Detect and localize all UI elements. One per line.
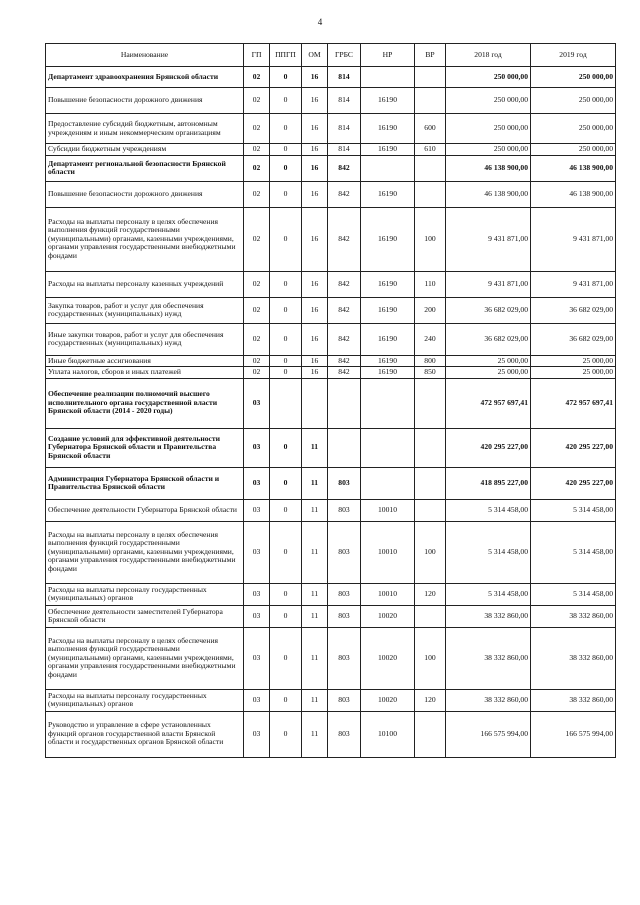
cell-name: Предоставление субсидий бюджетным, автономным учреждениям и иным некоммерческим организациям — [46, 114, 244, 144]
table-row — [46, 88, 616, 114]
cell-name: Администрация Губернатора Брянской области и Правительства Брянской области — [46, 467, 244, 499]
cell-ppgp: 0 — [270, 711, 302, 757]
cell-ppgp: 0 — [270, 323, 302, 355]
cell-gp: 03 — [244, 711, 270, 757]
cell-grbs — [328, 378, 361, 428]
cell-grbs: 842 — [328, 155, 361, 181]
cell-name: Иные закупки товаров, работ и услуг для обеспечения государственных (муниципальных) нужд — [46, 323, 244, 355]
cell-gp: 03 — [244, 378, 270, 428]
cell-vr — [415, 428, 446, 467]
cell-nr: 10010 — [361, 583, 415, 605]
cell-gp: 02 — [244, 323, 270, 355]
cell-vr — [415, 181, 446, 207]
cell-vr — [415, 378, 446, 428]
cell-gp: 03 — [244, 689, 270, 711]
cell-om — [302, 378, 328, 428]
cell-2018: 250 000,00 — [446, 114, 531, 144]
cell-2018: 36 682 029,00 — [446, 323, 531, 355]
cell-ppgp: 0 — [270, 144, 302, 156]
cell-2019: 38 332 860,00 — [531, 689, 616, 711]
cell-vr: 100 — [415, 207, 446, 271]
cell-name: Закупка товаров, работ и услуг для обеспечения государственных (муниципальных) нужд — [46, 297, 244, 323]
table-row — [46, 114, 616, 144]
table-row — [46, 689, 616, 711]
cell-name: Департамент региональной безопасности Брянской области — [46, 155, 244, 181]
cell-grbs: 842 — [328, 271, 361, 297]
cell-nr: 16190 — [361, 88, 415, 114]
cell-2019: 420 295 227,00 — [531, 467, 616, 499]
cell-vr: 120 — [415, 583, 446, 605]
cell-ppgp: 0 — [270, 499, 302, 521]
cell-name: Расходы на выплаты персоналу в целях обеспечения выполнения функций государственными (муниципальными) органами, казенными учреждениями, органами управления государственными внебюджетными фондами — [46, 521, 244, 583]
cell-name: Уплата налогов, сборов и иных платежей — [46, 367, 244, 379]
cell-gp: 02 — [244, 144, 270, 156]
cell-nr: 16190 — [361, 323, 415, 355]
cell-2019: 38 332 860,00 — [531, 605, 616, 627]
column-header-ppgp: ППГП — [270, 44, 302, 67]
table-header-row — [46, 44, 616, 67]
cell-gp: 03 — [244, 605, 270, 627]
cell-nr: 16190 — [361, 144, 415, 156]
cell-name: Расходы на выплаты персоналу в целях обеспечения выполнения функций государственными (муниципальными) органами, казенными учреждениями, органами управления государственными внебюджетными фондами — [46, 627, 244, 689]
cell-om: 11 — [302, 467, 328, 499]
cell-om: 11 — [302, 711, 328, 757]
cell-2018: 9 431 871,00 — [446, 271, 531, 297]
cell-vr: 110 — [415, 271, 446, 297]
table-row — [46, 367, 616, 379]
cell-grbs: 803 — [328, 521, 361, 583]
table-row — [46, 428, 616, 467]
cell-om: 16 — [302, 297, 328, 323]
cell-grbs — [328, 428, 361, 467]
cell-2019: 25 000,00 — [531, 355, 616, 367]
cell-gp: 02 — [244, 355, 270, 367]
cell-ppgp: 0 — [270, 114, 302, 144]
cell-gp: 03 — [244, 583, 270, 605]
cell-vr: 600 — [415, 114, 446, 144]
cell-grbs: 842 — [328, 207, 361, 271]
cell-grbs: 803 — [328, 627, 361, 689]
cell-grbs: 803 — [328, 689, 361, 711]
cell-nr: 16190 — [361, 367, 415, 379]
cell-grbs: 842 — [328, 323, 361, 355]
cell-gp: 03 — [244, 467, 270, 499]
cell-vr — [415, 605, 446, 627]
cell-grbs: 814 — [328, 88, 361, 114]
cell-2018: 25 000,00 — [446, 355, 531, 367]
table-row — [46, 207, 616, 271]
table-row — [46, 355, 616, 367]
column-header-nr: НР — [361, 44, 415, 67]
cell-grbs: 803 — [328, 467, 361, 499]
cell-om: 16 — [302, 367, 328, 379]
cell-grbs: 803 — [328, 499, 361, 521]
cell-name: Департамент здравоохранения Брянской области — [46, 67, 244, 88]
cell-nr: 16190 — [361, 271, 415, 297]
cell-om: 11 — [302, 583, 328, 605]
cell-2018: 36 682 029,00 — [446, 297, 531, 323]
table-row — [46, 181, 616, 207]
cell-gp: 02 — [244, 271, 270, 297]
column-header-2019: 2019 год — [531, 44, 616, 67]
column-header-om: ОМ — [302, 44, 328, 67]
cell-ppgp: 0 — [270, 67, 302, 88]
cell-vr — [415, 711, 446, 757]
cell-gp: 02 — [244, 207, 270, 271]
cell-ppgp: 0 — [270, 605, 302, 627]
cell-2019: 250 000,00 — [531, 67, 616, 88]
cell-nr: 16190 — [361, 181, 415, 207]
cell-gp: 02 — [244, 67, 270, 88]
cell-vr: 850 — [415, 367, 446, 379]
table-row — [46, 155, 616, 181]
cell-2019: 25 000,00 — [531, 367, 616, 379]
cell-2019: 5 314 458,00 — [531, 583, 616, 605]
table-row — [46, 627, 616, 689]
cell-nr: 10100 — [361, 711, 415, 757]
cell-gp: 02 — [244, 88, 270, 114]
cell-ppgp: 0 — [270, 367, 302, 379]
cell-ppgp: 0 — [270, 271, 302, 297]
cell-name: Повышение безопасности дорожного движения — [46, 181, 244, 207]
table-row — [46, 378, 616, 428]
cell-nr: 10020 — [361, 689, 415, 711]
cell-om: 16 — [302, 181, 328, 207]
cell-2018: 38 332 860,00 — [446, 689, 531, 711]
column-header-grbs: ГРБС — [328, 44, 361, 67]
cell-2019: 9 431 871,00 — [531, 207, 616, 271]
column-header-vr: ВР — [415, 44, 446, 67]
cell-2019: 9 431 871,00 — [531, 271, 616, 297]
cell-2018: 46 138 900,00 — [446, 155, 531, 181]
table-row — [46, 144, 616, 156]
cell-grbs: 803 — [328, 583, 361, 605]
cell-om: 11 — [302, 689, 328, 711]
table-row — [46, 605, 616, 627]
cell-om: 16 — [302, 88, 328, 114]
cell-nr: 16190 — [361, 114, 415, 144]
cell-2018: 5 314 458,00 — [446, 583, 531, 605]
cell-2019: 38 332 860,00 — [531, 627, 616, 689]
cell-2019: 36 682 029,00 — [531, 323, 616, 355]
cell-2018: 25 000,00 — [446, 367, 531, 379]
cell-name: Расходы на выплаты персоналу государственных (муниципальных) органов — [46, 689, 244, 711]
cell-gp: 02 — [244, 155, 270, 181]
cell-nr — [361, 67, 415, 88]
cell-grbs: 842 — [328, 181, 361, 207]
cell-2019: 46 138 900,00 — [531, 155, 616, 181]
cell-nr: 10010 — [361, 499, 415, 521]
cell-name: Обеспечение деятельности заместителей Губернатора Брянской области — [46, 605, 244, 627]
cell-om: 16 — [302, 271, 328, 297]
cell-2018: 166 575 994,00 — [446, 711, 531, 757]
page-number: 4 — [317, 17, 323, 27]
cell-name: Создание условий для эффективной деятельности Губернатора Брянской области и Правительства Брянской области — [46, 428, 244, 467]
cell-name: Субсидии бюджетным учреждениям — [46, 144, 244, 156]
cell-ppgp: 0 — [270, 689, 302, 711]
cell-om: 11 — [302, 499, 328, 521]
table-row — [46, 271, 616, 297]
cell-grbs: 803 — [328, 711, 361, 757]
cell-2018: 472 957 697,41 — [446, 378, 531, 428]
cell-nr — [361, 428, 415, 467]
cell-name: Расходы на выплаты персоналу казенных учреждений — [46, 271, 244, 297]
cell-ppgp: 0 — [270, 155, 302, 181]
cell-om: 16 — [302, 155, 328, 181]
table-row — [46, 711, 616, 757]
cell-om: 11 — [302, 627, 328, 689]
cell-om: 16 — [302, 67, 328, 88]
cell-name: Обеспечение реализации полномочий высшего исполнительного органа государственной власти Брянской области (2014 - 2020 годы) — [46, 378, 244, 428]
cell-nr: 10020 — [361, 627, 415, 689]
cell-ppgp: 0 — [270, 297, 302, 323]
cell-2018: 250 000,00 — [446, 88, 531, 114]
cell-2018: 5 314 458,00 — [446, 499, 531, 521]
table-row — [46, 297, 616, 323]
column-header-2018: 2018 год — [446, 44, 531, 67]
cell-ppgp: 0 — [270, 521, 302, 583]
cell-2019: 420 295 227,00 — [531, 428, 616, 467]
cell-ppgp: 0 — [270, 428, 302, 467]
cell-grbs: 814 — [328, 114, 361, 144]
table-row — [46, 67, 616, 88]
cell-grbs: 842 — [328, 367, 361, 379]
cell-om: 16 — [302, 207, 328, 271]
cell-ppgp: 0 — [270, 207, 302, 271]
cell-gp: 03 — [244, 521, 270, 583]
cell-gp: 03 — [244, 428, 270, 467]
cell-ppgp: 0 — [270, 627, 302, 689]
cell-nr: 10010 — [361, 521, 415, 583]
cell-vr: 100 — [415, 627, 446, 689]
cell-vr: 100 — [415, 521, 446, 583]
cell-vr: 240 — [415, 323, 446, 355]
cell-2018: 420 295 227,00 — [446, 428, 531, 467]
cell-2019: 46 138 900,00 — [531, 181, 616, 207]
cell-nr — [361, 378, 415, 428]
cell-nr: 16190 — [361, 207, 415, 271]
cell-2018: 38 332 860,00 — [446, 627, 531, 689]
column-header-gp: ГП — [244, 44, 270, 67]
cell-gp: 02 — [244, 297, 270, 323]
cell-nr — [361, 467, 415, 499]
cell-2018: 250 000,00 — [446, 144, 531, 156]
cell-ppgp — [270, 378, 302, 428]
cell-om: 11 — [302, 428, 328, 467]
cell-vr — [415, 467, 446, 499]
cell-2019: 250 000,00 — [531, 114, 616, 144]
cell-gp: 03 — [244, 499, 270, 521]
cell-gp: 02 — [244, 181, 270, 207]
table-row — [46, 323, 616, 355]
cell-om: 11 — [302, 605, 328, 627]
table-row — [46, 467, 616, 499]
cell-om: 11 — [302, 521, 328, 583]
cell-vr: 610 — [415, 144, 446, 156]
cell-2019: 472 957 697,41 — [531, 378, 616, 428]
cell-gp: 03 — [244, 627, 270, 689]
cell-2018: 418 895 227,00 — [446, 467, 531, 499]
cell-2018: 5 314 458,00 — [446, 521, 531, 583]
cell-2019: 5 314 458,00 — [531, 521, 616, 583]
table-row — [46, 521, 616, 583]
cell-name: Повышение безопасности дорожного движения — [46, 88, 244, 114]
column-header-name: Наименование — [46, 44, 244, 67]
cell-ppgp: 0 — [270, 355, 302, 367]
budget-table — [45, 43, 616, 758]
cell-grbs: 803 — [328, 605, 361, 627]
cell-name: Расходы на выплаты персоналу государственных (муниципальных) органов — [46, 583, 244, 605]
cell-vr — [415, 155, 446, 181]
cell-2018: 250 000,00 — [446, 67, 531, 88]
cell-om: 16 — [302, 323, 328, 355]
cell-2019: 166 575 994,00 — [531, 711, 616, 757]
table-row — [46, 499, 616, 521]
cell-vr: 800 — [415, 355, 446, 367]
cell-vr — [415, 88, 446, 114]
cell-name: Обеспечение деятельности Губернатора Брянской области — [46, 499, 244, 521]
cell-nr — [361, 155, 415, 181]
cell-om: 16 — [302, 355, 328, 367]
cell-2019: 5 314 458,00 — [531, 499, 616, 521]
cell-2019: 36 682 029,00 — [531, 297, 616, 323]
cell-2018: 9 431 871,00 — [446, 207, 531, 271]
cell-2018: 38 332 860,00 — [446, 605, 531, 627]
cell-nr: 16190 — [361, 297, 415, 323]
cell-2019: 250 000,00 — [531, 88, 616, 114]
cell-ppgp: 0 — [270, 467, 302, 499]
cell-vr — [415, 67, 446, 88]
cell-vr: 200 — [415, 297, 446, 323]
cell-ppgp: 0 — [270, 583, 302, 605]
cell-grbs: 814 — [328, 67, 361, 88]
cell-om: 16 — [302, 114, 328, 144]
cell-vr — [415, 499, 446, 521]
cell-nr: 10020 — [361, 605, 415, 627]
cell-nr: 16190 — [361, 355, 415, 367]
cell-gp: 02 — [244, 114, 270, 144]
cell-ppgp: 0 — [270, 88, 302, 114]
cell-name: Руководство и управление в сфере установленных функций органов государственной власти Брянской области и государственных органов Брянской области — [46, 711, 244, 757]
cell-grbs: 842 — [328, 355, 361, 367]
cell-grbs: 814 — [328, 144, 361, 156]
cell-2019: 250 000,00 — [531, 144, 616, 156]
cell-om: 16 — [302, 144, 328, 156]
table-row — [46, 583, 616, 605]
cell-name: Иные бюджетные ассигнования — [46, 355, 244, 367]
cell-vr: 120 — [415, 689, 446, 711]
cell-name: Расходы на выплаты персоналу в целях обеспечения выполнения функций государственными (муниципальными) органами, казенными учреждениями, органами управления государственными внебюджетными фондами — [46, 207, 244, 271]
table-body — [46, 67, 616, 758]
cell-gp: 02 — [244, 367, 270, 379]
cell-grbs: 842 — [328, 297, 361, 323]
cell-2018: 46 138 900,00 — [446, 181, 531, 207]
cell-ppgp: 0 — [270, 181, 302, 207]
